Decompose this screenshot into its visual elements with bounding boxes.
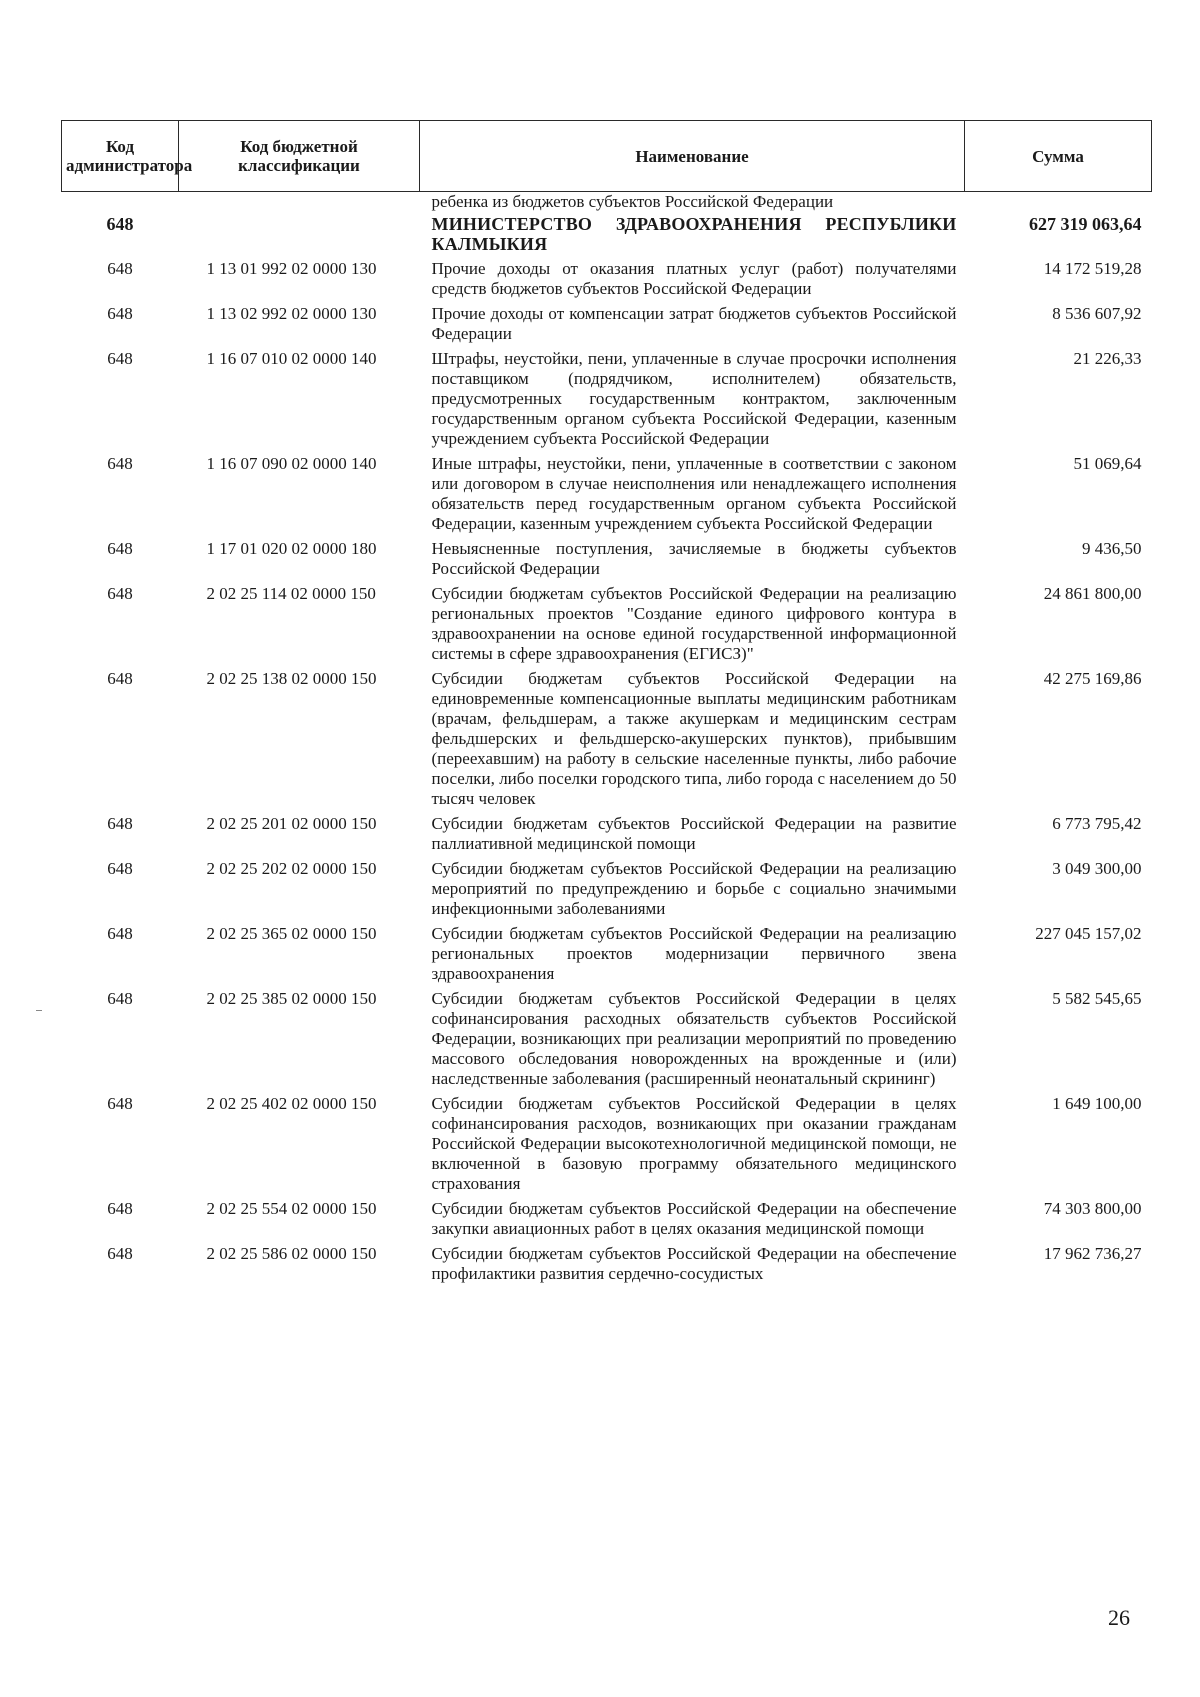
table-row [62, 814, 1152, 859]
amount-cell: 227 045 157,02 [1035, 924, 1142, 943]
table-row-ministry-total [62, 214, 1152, 259]
budget-code-cell: 2 02 25 554 02 0000 150 [206, 1199, 377, 1218]
budget-code-cell: 1 13 02 992 02 0000 130 [206, 304, 377, 323]
amount-cell: 42 275 169,86 [1043, 669, 1142, 688]
amount-cell: 51 069,64 [1073, 454, 1142, 473]
amount-cell: 627 319 063,64 [1029, 214, 1142, 234]
admin-code-cell [62, 192, 179, 215]
admin-code-cell: 648 [107, 859, 133, 878]
item-name-cell: Субсидии бюджетам субъектов Российской Федерации в целях софинансирования расходных обязательств субъектов Российской Федерации, возникающих при реализации мероприятий по проведению массового обследования новорожденных на врожденные и (или) наследственные заболевания (расширенный неонатальный скрининг) [431, 989, 957, 1088]
amount-cell: 24 861 800,00 [1043, 584, 1142, 603]
table-row-continuation [62, 192, 1152, 215]
admin-code-cell: 648 [107, 304, 133, 323]
item-name-cell: Субсидии бюджетам субъектов Российской Федерации на реализацию региональных проектов модернизации первичного звена здравоохранения [431, 924, 957, 983]
amount-cell: 17 962 736,27 [1043, 1244, 1142, 1263]
item-name-cell: Субсидии бюджетам субъектов Российской Федерации на единовременные компенсационные выплаты медицинским работникам (врачам, фельдшерам, а также акушеркам и медицинским сестрам фельдшерских и фельдшерско-акушерских пунктов), прибывшим (переехавшим) на работу в сельские населенные пункты, либо рабочие поселки, либо поселки городского типа, либо города с населением до 50 тысяч человек [431, 669, 957, 808]
admin-code-cell: 648 [107, 349, 133, 368]
budget-code-cell: 1 13 01 992 02 0000 130 [206, 259, 377, 278]
item-name-cell: Субсидии бюджетам субъектов Российской Федерации на реализацию региональных проектов "Создание единого цифрового контура в здравоохранении на основе единой государственной информационной системы в сфере здравоохранения (ЕГИСЗ)" [431, 584, 957, 663]
admin-code-cell: 648 [107, 669, 133, 688]
item-name-cell: МИНИСТЕРСТВО ЗДРАВООХРАНЕНИЯ РЕСПУБЛИКИ КАЛМЫКИЯ [431, 214, 957, 254]
item-name-cell: Субсидии бюджетам субъектов Российской Федерации на обеспечение профилактики развития сердечно-сосудистых [431, 1244, 957, 1283]
amount-cell [965, 192, 1152, 215]
amount-cell: 14 172 519,28 [1043, 259, 1142, 278]
admin-code-cell: 648 [107, 259, 133, 278]
item-name-cell: Прочие доходы от оказания платных услуг (работ) получателями средств бюджетов субъектов Российской Федерации [431, 259, 957, 298]
table-row [62, 989, 1152, 1094]
item-name-cell: Субсидии бюджетам субъектов Российской Федерации на реализацию мероприятий по предупреждению и борьбе с социально значимыми инфекционными заболеваниями [431, 859, 957, 918]
budget-code-cell: 2 02 25 385 02 0000 150 [206, 989, 377, 1008]
table-body [62, 192, 1152, 1290]
item-name-cell: Иные штрафы, неустойки, пени, уплаченные в соответствии с законом или договором в случае неисполнения или ненадлежащего исполнения обязательств перед государственным органом субъекта Российской Федерации, казенным учреждением субъекта Российской Федерации [431, 454, 957, 533]
budget-code-cell: 2 02 25 365 02 0000 150 [206, 924, 377, 943]
amount-cell: 21 226,33 [1073, 349, 1142, 368]
table-row [62, 859, 1152, 924]
table-row [62, 1199, 1152, 1244]
amount-cell: 6 773 795,42 [1052, 814, 1142, 833]
admin-code-cell: 648 [107, 1244, 133, 1263]
admin-code-cell: 648 [107, 539, 133, 558]
table-row [62, 454, 1152, 539]
admin-code-cell: 648 [107, 1199, 133, 1218]
item-name-cell: Субсидии бюджетам субъектов Российской Федерации в целях софинансирования расходов, возникающих при оказании гражданам Российской Федерации высокотехнологичной медицинской помощи, не включенной в базовую программу обязательного медицинского страхования [431, 1094, 957, 1193]
table-row [62, 584, 1152, 669]
budget-code-cell: 2 02 25 586 02 0000 150 [206, 1244, 377, 1263]
budget-code-cell: 1 16 07 090 02 0000 140 [206, 454, 377, 473]
table-row [62, 1244, 1152, 1289]
budget-code-cell: 2 02 25 201 02 0000 150 [206, 814, 377, 833]
amount-cell: 8 536 607,92 [1052, 304, 1142, 323]
admin-code-cell: 648 [107, 989, 133, 1008]
budget-code-cell [179, 214, 420, 259]
scan-margin-mark [36, 1010, 42, 1011]
budget-code-cell: 2 02 25 114 02 0000 150 [206, 584, 376, 603]
header-admin-code: Код администратора [62, 121, 179, 192]
admin-code-cell: 648 [107, 924, 133, 943]
admin-code-cell: 648 [107, 454, 133, 473]
admin-code-cell: 648 [106, 214, 134, 234]
table-row [62, 669, 1152, 814]
budget-code-cell [179, 192, 420, 215]
item-name-cell: Субсидии бюджетам субъектов Российской Федерации на обеспечение закупки авиационных работ в целях оказания медицинской помощи [431, 1199, 957, 1238]
item-name-cell: Субсидии бюджетам субъектов Российской Федерации на развитие паллиативной медицинской помощи [431, 814, 957, 853]
budget-code-cell: 1 16 07 010 02 0000 140 [206, 349, 377, 368]
admin-code-cell: 648 [107, 814, 133, 833]
budget-code-cell: 2 02 25 402 02 0000 150 [206, 1094, 377, 1113]
item-name-cell: Невыясненные поступления, зачисляемые в бюджеты субъектов Российской Федерации [431, 539, 957, 578]
amount-cell: 3 049 300,00 [1052, 859, 1142, 878]
amount-cell: 74 303 800,00 [1043, 1199, 1142, 1218]
budget-code-cell: 1 17 01 020 02 0000 180 [206, 539, 377, 558]
budget-code-cell: 2 02 25 138 02 0000 150 [206, 669, 377, 688]
table-row [62, 349, 1152, 454]
header-name: Наименование [420, 121, 965, 192]
table-row [62, 924, 1152, 989]
item-name-cell: Штрафы, неустойки, пени, уплаченные в случае просрочки исполнения поставщиком (подрядчиком, исполнителем) обязательств, предусмотренных государственным контрактом, заключенным государственным органом субъекта Российской Федерации, казенным учреждением субъекта Российской Федерации [431, 349, 957, 448]
item-name-cell: Прочие доходы от компенсации затрат бюджетов субъектов Российской Федерации [431, 304, 957, 343]
admin-code-cell: 648 [107, 584, 133, 603]
amount-cell: 5 582 545,65 [1052, 989, 1142, 1008]
header-budget-classification-code: Код бюджетной классификации [179, 121, 420, 192]
budget-code-cell: 2 02 25 202 02 0000 150 [206, 859, 377, 878]
item-name-cell: ребенка из бюджетов субъектов Российской Федерации [431, 192, 834, 211]
table-row [62, 304, 1152, 349]
table-header [62, 121, 1152, 192]
table-row [62, 259, 1152, 304]
budget-revenue-table [61, 120, 1152, 1289]
admin-code-cell: 648 [107, 1094, 133, 1113]
table-row [62, 1094, 1152, 1199]
page-number: 26 [1108, 1605, 1130, 1630]
amount-cell: 1 649 100,00 [1052, 1094, 1142, 1113]
amount-cell: 9 436,50 [1082, 539, 1142, 558]
table-row [62, 539, 1152, 584]
header-sum: Сумма [965, 121, 1152, 192]
